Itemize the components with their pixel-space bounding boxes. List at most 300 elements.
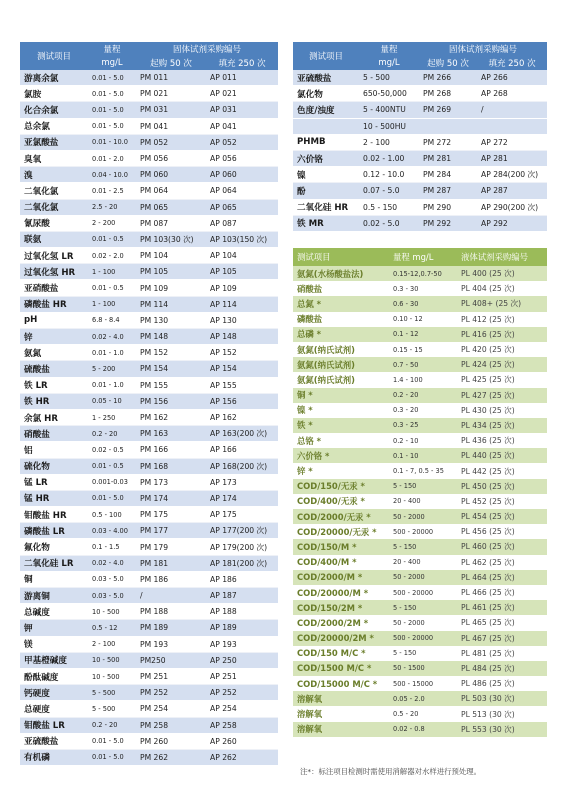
cell-test-item: 溶解氧	[293, 691, 389, 706]
cell-range: 50 - 2000	[389, 570, 457, 585]
cell-code-a: PL 400 (25 次)	[457, 266, 547, 281]
header-range: 量程	[359, 42, 419, 56]
cell-code-a: PM 252	[136, 685, 206, 701]
cell-test-item: 硝酸盐	[293, 281, 389, 296]
table-row	[20, 458, 278, 474]
cell-range: 0.05 - 10	[88, 393, 136, 409]
cell-range: 0.03 - 5.0	[88, 571, 136, 587]
cell-code-b: AP 177(200 次)	[206, 523, 278, 539]
cell-code-b: AP 262	[206, 749, 278, 765]
cell-code-a: PM 290	[419, 199, 477, 215]
table-row	[293, 342, 547, 357]
cell-range: 0.07 - 5.0	[359, 183, 419, 199]
cell-range: 0.2 - 10	[389, 433, 457, 448]
cell-code-a: PM 254	[136, 701, 206, 717]
cell-range: 0.12 - 10.0	[359, 167, 419, 183]
cell-code-a: PM 281	[419, 150, 477, 166]
cell-range: 0.02 - 1.00	[359, 150, 419, 166]
table-row	[293, 134, 547, 150]
table-row	[20, 685, 278, 701]
cell-test-item: 游离铜	[20, 588, 88, 604]
cell-code-a: PM 148	[136, 329, 206, 345]
cell-test-item: 钾	[20, 620, 88, 636]
table-row	[20, 248, 278, 264]
cell-test-item: COD/400/M *	[293, 555, 389, 570]
cell-code-a: PL 442 (25 次)	[457, 463, 547, 478]
cell-range: 500 - 20000	[389, 524, 457, 539]
cell-code-a: PM 162	[136, 409, 206, 425]
table-row	[20, 167, 278, 183]
table-row	[293, 463, 547, 478]
cell-test-item: 钙硬度	[20, 685, 88, 701]
cell-range: 0.01 - 5.0	[88, 490, 136, 506]
table-row	[293, 615, 547, 630]
cell-test-item: 氟化物	[20, 539, 88, 555]
cell-code-b: AP 156	[206, 393, 278, 409]
cell-range: 50 - 2000	[389, 615, 457, 630]
cell-code-a: PM 272	[419, 134, 477, 150]
cell-test-item: 二氧化氯	[20, 183, 88, 199]
cell-range: 10 - 500HU	[359, 118, 419, 134]
header-test-item: 测试项目	[293, 248, 389, 266]
table-row	[293, 479, 547, 494]
cell-code-b: AP 287	[477, 183, 547, 199]
table-row	[20, 604, 278, 620]
cell-range: 0.01 - 0.5	[88, 280, 136, 296]
cell-test-item: COD/2000/M *	[293, 570, 389, 585]
table-row	[20, 490, 278, 506]
cell-range: 0.05 - 2.0	[389, 691, 457, 706]
cell-code-b: AP 186	[206, 571, 278, 587]
cell-test-item: 磷酸盐	[293, 312, 389, 327]
cell-code-b: AP 284(200 次)	[477, 167, 547, 183]
cell-range: 500 - 15000	[389, 676, 457, 691]
cell-code-a: PL 460 (25 次)	[457, 539, 547, 554]
cell-range: 0.3 - 20	[389, 403, 457, 418]
cell-test-item: 六价铬	[293, 150, 359, 166]
cell-code-b: AP 109	[206, 280, 278, 296]
cell-code-b: AP 166	[206, 442, 278, 458]
table-row	[20, 215, 278, 231]
cell-code-a: PL 466 (25 次)	[457, 585, 547, 600]
cell-code-a: PL 486 (25 次)	[457, 676, 547, 691]
cell-test-item: 氰尿酸	[20, 215, 88, 231]
cell-test-item: COD/150/2M *	[293, 600, 389, 615]
cell-test-item: 磷酸盐 HR	[20, 296, 88, 312]
cell-code-b: AP 188	[206, 604, 278, 620]
cell-code-a: PM 287	[419, 183, 477, 199]
cell-range: 0.01 - 5.0	[88, 102, 136, 118]
table-row	[293, 539, 547, 554]
table-row	[20, 588, 278, 604]
cell-test-item: 二氧化硅 HR	[293, 199, 359, 215]
cell-range: 10 - 500	[88, 668, 136, 684]
table-row	[20, 733, 278, 749]
table-row	[293, 70, 547, 86]
cell-code-a: PL 465 (25 次)	[457, 615, 547, 630]
cell-test-item: 臭氧	[20, 150, 88, 166]
table-row	[293, 86, 547, 102]
cell-code-a: PL 436 (25 次)	[457, 433, 547, 448]
cell-range: 0.01 - 1.0	[88, 345, 136, 361]
cell-code-a: PM 262	[136, 749, 206, 765]
cell-code-a: PM250	[136, 652, 206, 668]
cell-test-item: 亚硝酸盐	[20, 280, 88, 296]
cell-test-item: COD/20000/2M *	[293, 631, 389, 646]
cell-code-a: PM 155	[136, 377, 206, 393]
table-row	[20, 442, 278, 458]
header-solid-group: 固体试剂采购编号	[136, 42, 278, 56]
table-row	[293, 585, 547, 600]
cell-code-a: PM 052	[136, 134, 206, 150]
cell-code-a: PM 269	[419, 102, 477, 118]
table-row	[20, 668, 278, 684]
table-row	[20, 134, 278, 150]
cell-range: 500 - 20000	[389, 631, 457, 646]
header-range: 量程 mg/L	[389, 248, 457, 266]
cell-test-item: 磷酸盐 LR	[20, 523, 88, 539]
cell-test-item: 氨氮(纳氏试剂)	[293, 372, 389, 387]
cell-test-item: 余氯 HR	[20, 409, 88, 425]
table-row	[293, 150, 547, 166]
cell-code-a: PM 177	[136, 523, 206, 539]
cell-range: 0.2 - 20	[88, 426, 136, 442]
table-row	[20, 571, 278, 587]
cell-code-a: PL 430 (25 次)	[457, 403, 547, 418]
table-row	[20, 312, 278, 328]
cell-test-item: 氯化物	[293, 86, 359, 102]
table-row	[293, 706, 547, 721]
cell-range: 50 - 2000	[389, 509, 457, 524]
cell-test-item: 化合余氯	[20, 102, 88, 118]
table-row	[20, 652, 278, 668]
cell-range: 0.02 - 2.0	[88, 248, 136, 264]
cell-range: 5 - 400NTU	[359, 102, 419, 118]
cell-test-item: 二氧化硅 LR	[20, 555, 88, 571]
cell-code-a: PL 424 (25 次)	[457, 357, 547, 372]
cell-code-a: PM 021	[136, 86, 206, 102]
cell-range: 2 - 100	[88, 636, 136, 652]
cell-range: 0.15 - 15	[389, 342, 457, 357]
cell-code-b: AP 179(200 次)	[206, 539, 278, 555]
cell-range: 0.1 - 1.5	[88, 539, 136, 555]
cell-code-a: PM 011	[136, 70, 206, 86]
table-row	[293, 118, 547, 134]
cell-test-item: 六价铬 *	[293, 448, 389, 463]
table-row	[293, 631, 547, 646]
cell-code-a: PL 456 (25 次)	[457, 524, 547, 539]
table-row	[20, 620, 278, 636]
cell-test-item: pH	[20, 312, 88, 328]
table-row	[20, 555, 278, 571]
cell-range: 5 - 500	[88, 685, 136, 701]
table-row	[293, 167, 547, 183]
cell-code-a: PM 251	[136, 668, 206, 684]
cell-test-item: PHMB	[293, 134, 359, 150]
footnote: 注*：标注项目检测时需使用消解器对水样进行预处理。	[300, 767, 482, 776]
table-row	[20, 409, 278, 425]
cell-code-a: PM 181	[136, 555, 206, 571]
cell-test-item: 硫化物	[20, 458, 88, 474]
header-liquid-code: 液体试剂采购编号	[457, 248, 547, 266]
cell-code-b: AP 174	[206, 490, 278, 506]
table-row	[293, 327, 547, 342]
table-row	[293, 600, 547, 615]
cell-code-b: AP 260	[206, 733, 278, 749]
cell-code-a: PM 193	[136, 636, 206, 652]
table-row	[293, 357, 547, 372]
header-test-item: 测试项目	[20, 42, 88, 70]
cell-test-item: 总余氯	[20, 118, 88, 134]
table-row	[293, 494, 547, 509]
cell-test-item: 氨氮(水杨酸盐法)	[293, 266, 389, 281]
cell-range: 0.15-12,0.7-50	[389, 266, 457, 281]
table-row	[293, 509, 547, 524]
cell-code-a: PM 064	[136, 183, 206, 199]
cell-range: 5 - 150	[389, 479, 457, 494]
cell-code-b: AP 272	[477, 134, 547, 150]
cell-test-item: 游离余氯	[20, 70, 88, 86]
cell-code-a: PM 105	[136, 264, 206, 280]
cell-test-item: COD/150 M/C *	[293, 646, 389, 661]
cell-range: 0.02 - 4.0	[88, 329, 136, 345]
cell-test-item: 氨氮	[20, 345, 88, 361]
cell-test-item: COD/2000/2M *	[293, 615, 389, 630]
table-row	[20, 183, 278, 199]
cell-range: 0.04 - 10.0	[88, 167, 136, 183]
cell-range: 20 - 400	[389, 494, 457, 509]
cell-test-item: 镁	[20, 636, 88, 652]
cell-range: 0.1 - 10	[389, 448, 457, 463]
cell-code-a: PM 154	[136, 361, 206, 377]
cell-code-a: PL 404 (25 次)	[457, 281, 547, 296]
header-solid-group: 固体试剂采购编号	[419, 42, 547, 56]
table-row	[20, 150, 278, 166]
solid-reagent-table-right	[293, 42, 547, 232]
cell-range: 0.01 - 10.0	[88, 134, 136, 150]
table-row	[20, 701, 278, 717]
cell-range: 0.1 - 12	[389, 327, 457, 342]
cell-range: 0.02 - 0.5	[88, 442, 136, 458]
cell-range: 0.6 - 30	[389, 296, 457, 311]
table-row	[293, 199, 547, 215]
table-row	[293, 646, 547, 661]
cell-test-item: 硫酸盐	[20, 361, 88, 377]
cell-code-b: AP 193	[206, 636, 278, 652]
cell-test-item: 铁 HR	[20, 393, 88, 409]
cell-code-b: AP 254	[206, 701, 278, 717]
cell-test-item: 亚氯酸盐	[20, 134, 88, 150]
cell-test-item: COD/2000/无汞 *	[293, 509, 389, 524]
cell-code-b: AP 258	[206, 717, 278, 733]
cell-test-item: 镍 *	[293, 403, 389, 418]
cell-test-item: COD/1500 M/C *	[293, 661, 389, 676]
cell-code-a: PM 130	[136, 312, 206, 328]
cell-test-item: 溶解氧	[293, 722, 389, 737]
cell-range: 500 - 20000	[389, 585, 457, 600]
table-row	[20, 377, 278, 393]
cell-range: 6.8 - 8.4	[88, 312, 136, 328]
cell-range: 0.7 - 50	[389, 357, 457, 372]
header-range-unit: mg/L	[88, 56, 136, 70]
cell-test-item: COD/15000 M/C *	[293, 676, 389, 691]
cell-code-a: PM 031	[136, 102, 206, 118]
cell-test-item: 铁 LR	[20, 377, 88, 393]
cell-range: 10 - 500	[88, 604, 136, 620]
cell-range: 0.01 - 2.5	[88, 183, 136, 199]
cell-code-a: PM 041	[136, 118, 206, 134]
header-refill-250: 填充 250 次	[477, 56, 547, 70]
cell-test-item: 铜 *	[293, 388, 389, 403]
table-row	[20, 296, 278, 312]
table-row	[293, 676, 547, 691]
cell-range: 2.5 - 20	[88, 199, 136, 215]
cell-range: 5 - 500	[359, 70, 419, 86]
cell-code-b: AP 268	[477, 86, 547, 102]
cell-test-item: 酚	[293, 183, 359, 199]
cell-range: 0.03 - 4.00	[88, 523, 136, 539]
cell-code-b: AP 087	[206, 215, 278, 231]
cell-code-a: PL 416 (25 次)	[457, 327, 547, 342]
table-row	[293, 555, 547, 570]
cell-code-b: AP 021	[206, 86, 278, 102]
cell-range: 0.5 - 150	[359, 199, 419, 215]
header-start-50: 起购 50 次	[419, 56, 477, 70]
cell-range: 2 - 100	[359, 134, 419, 150]
cell-code-b: AP 103(150 次)	[206, 231, 278, 247]
cell-range: 0.01 - 5.0	[88, 70, 136, 86]
cell-code-a: PM 175	[136, 507, 206, 523]
table-row	[293, 281, 547, 296]
cell-range: 0.01 - 5.0	[88, 749, 136, 765]
liquid-reagent-table	[293, 248, 547, 737]
cell-test-item: 铜	[20, 571, 88, 587]
cell-code-b: AP 252	[206, 685, 278, 701]
cell-test-item: 氯胺	[20, 86, 88, 102]
table-row	[293, 722, 547, 737]
table-row	[293, 448, 547, 463]
table-row	[20, 86, 278, 102]
cell-range: 5 - 150	[389, 600, 457, 615]
cell-code-b: AP 187	[206, 588, 278, 604]
cell-code-a: PL 503 (30 次)	[457, 691, 547, 706]
cell-code-a: PM 087	[136, 215, 206, 231]
cell-range: 0.01 - 5.0	[88, 118, 136, 134]
cell-code-a: PL 425 (25 次)	[457, 372, 547, 387]
cell-range: 10 - 500	[88, 652, 136, 668]
cell-code-a: PM 174	[136, 490, 206, 506]
cell-range: 0.10 - 12	[389, 312, 457, 327]
table-row	[20, 393, 278, 409]
table-row	[20, 636, 278, 652]
cell-code-b: AP 011	[206, 70, 278, 86]
cell-code-b: AP 154	[206, 361, 278, 377]
cell-test-item: 过氧化氢 HR	[20, 264, 88, 280]
table-row	[20, 345, 278, 361]
cell-code-a: PL 412 (25 次)	[457, 312, 547, 327]
left-table-body	[20, 70, 278, 766]
cell-code-b: AP 104	[206, 248, 278, 264]
cell-range: 5 - 150	[389, 539, 457, 554]
cell-range: 0.5 - 20	[389, 706, 457, 721]
cell-code-a: PM 266	[419, 70, 477, 86]
cell-range: 0.01 - 0.5	[88, 458, 136, 474]
cell-range: 0.2 - 20	[88, 717, 136, 733]
cell-range: 0.03 - 5.0	[88, 588, 136, 604]
cell-code-b: AP 130	[206, 312, 278, 328]
cell-test-item: 镍	[293, 167, 359, 183]
table-row	[293, 403, 547, 418]
cell-code-b: AP 163(200 次)	[206, 426, 278, 442]
header-range: 量程	[88, 42, 136, 56]
cell-range: 0.01 - 1.0	[88, 377, 136, 393]
cell-code-a: PM 168	[136, 458, 206, 474]
cell-code-a: PM 056	[136, 150, 206, 166]
cell-test-item: 钼酸盐 LR	[20, 717, 88, 733]
cell-code-b: AP 173	[206, 474, 278, 490]
cell-range: 2 - 200	[88, 215, 136, 231]
cell-code-a: PL 462 (25 次)	[457, 555, 547, 570]
table-row	[20, 118, 278, 134]
cell-code-a: PM 163	[136, 426, 206, 442]
cell-range: 5 - 500	[88, 701, 136, 717]
cell-code-b: AP 175	[206, 507, 278, 523]
table-row	[293, 266, 547, 281]
cell-test-item: 铁 *	[293, 418, 389, 433]
cell-code-a: PM 284	[419, 167, 477, 183]
cell-test-item: 有机磷	[20, 749, 88, 765]
cell-test-item: COD/20000/M *	[293, 585, 389, 600]
cell-code-a: PM 166	[136, 442, 206, 458]
cell-code-b: AP 031	[206, 102, 278, 118]
cell-test-item: 色度/浊度	[293, 102, 359, 118]
cell-test-item: 总氮 *	[293, 296, 389, 311]
cell-range: 650-50,000	[359, 86, 419, 102]
table-row	[20, 474, 278, 490]
cell-code-a: PM 268	[419, 86, 477, 102]
cell-code-a: PM 103(30 次)	[136, 231, 206, 247]
cell-test-item: 总磷 *	[293, 327, 389, 342]
cell-range: 50 - 1500	[389, 661, 457, 676]
cell-code-a: PM 173	[136, 474, 206, 490]
cell-code-a: PM 065	[136, 199, 206, 215]
table-row	[20, 539, 278, 555]
cell-code-b: AP 114	[206, 296, 278, 312]
table-row	[20, 70, 278, 86]
header-range-unit: mg/L	[359, 56, 419, 70]
cell-range: 0.5 - 100	[88, 507, 136, 523]
table-row	[293, 418, 547, 433]
cell-code-b: AP 052	[206, 134, 278, 150]
cell-test-item: 总铬 *	[293, 433, 389, 448]
table-row	[293, 691, 547, 706]
cell-test-item	[293, 118, 359, 134]
cell-code-b: AP 250	[206, 652, 278, 668]
cell-code-a: PM 104	[136, 248, 206, 264]
cell-code-a: /	[136, 588, 206, 604]
cell-code-b: AP 290(200 次)	[477, 199, 547, 215]
cell-range: 1.4 - 100	[389, 372, 457, 387]
table-row	[20, 523, 278, 539]
cell-range: 1 - 100	[88, 296, 136, 312]
cell-range: 5 - 200	[88, 361, 136, 377]
cell-code-b: AP 060	[206, 167, 278, 183]
cell-code-a: PL 461 (25 次)	[457, 600, 547, 615]
cell-test-item: 总硬度	[20, 701, 88, 717]
cell-test-item: 总碱度	[20, 604, 88, 620]
cell-test-item: 亚硫酸盐	[293, 70, 359, 86]
cell-test-item: 钼酸盐 HR	[20, 507, 88, 523]
